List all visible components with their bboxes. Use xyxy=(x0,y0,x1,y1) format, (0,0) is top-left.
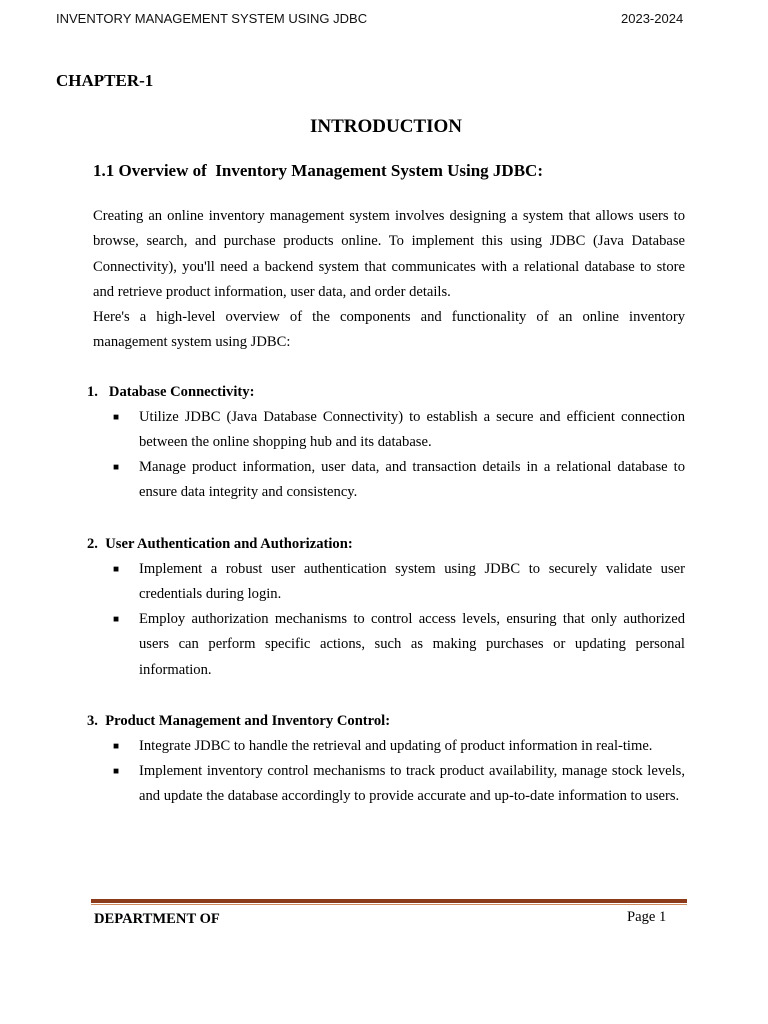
footer-divider-thin xyxy=(91,904,687,905)
square-bullet-icon: ■ xyxy=(113,412,120,423)
list-bullet-text: Integrate JDBC to handle the retrieval and updating of product information in real-time. xyxy=(139,738,653,754)
list-item-heading xyxy=(87,384,254,401)
list-bullet-text: Implement a robust user authentication system using JDBC to securely validate user credentials during login. xyxy=(139,561,685,603)
list-item-title: Product Management and Inventory Control: xyxy=(105,713,391,729)
list-item-heading xyxy=(87,536,353,553)
square-bullet-icon: ■ xyxy=(113,462,120,473)
square-bullet-icon: ■ xyxy=(113,564,120,575)
list-bullet-text: Manage product information, user data, and transaction details in a relational database to ensure data integrity and consistency. xyxy=(139,459,685,501)
square-bullet-icon: ■ xyxy=(113,741,120,752)
running-header-title: INVENTORY MANAGEMENT SYSTEM USING JDBC xyxy=(56,11,368,26)
list-bullet-text: Implement inventory control mechanisms to track product availability, manage stock levels, and update the database accordingly to provide accurate and up-to-date information to users. xyxy=(139,763,685,805)
list-item-title: Database Connectivity: xyxy=(108,384,255,400)
intro-paragraph: Creating an online inventory management system involves designing a system that allows users to browse, search, and purchase products online. To implement this using JDBC (Java Database Connectivity), you'll need a backend system that communicates with a relational database to store and retrieve product information, user data, and order details. xyxy=(93,208,685,301)
chapter-label: CHAPTER-1 xyxy=(56,71,154,90)
section-heading: 1.1 Overview of Inventory Management System Using JDBC: xyxy=(93,161,543,180)
list-item-heading xyxy=(87,713,390,730)
list-item-title: User Authentication and Authorization: xyxy=(105,536,353,552)
overview-paragraph: Here's a high-level overview of the components and functionality of an online inventory management system using JDBC: xyxy=(93,309,685,351)
footer-divider xyxy=(91,899,687,903)
square-bullet-icon: ■ xyxy=(113,614,120,625)
list-item-number: 2. xyxy=(87,536,98,552)
list-bullet-text: Employ authorization mechanisms to control access levels, ensuring that only authorized users can perform specific actions, such as making purchases or updating personal information. xyxy=(139,611,685,678)
list-item-number: 1. xyxy=(87,384,98,400)
page-title: INTRODUCTION xyxy=(309,116,463,137)
footer-department: DEPARTMENT OF xyxy=(94,911,220,927)
square-bullet-icon: ■ xyxy=(113,766,120,777)
list-item-number: 3. xyxy=(87,713,98,729)
running-header-year: 2023-2024 xyxy=(621,11,684,26)
page-number: Page 1 xyxy=(627,909,667,925)
list-bullet-text: Utilize JDBC (Java Database Connectivity) to establish a secure and efficient connection between the online shopping hub and its database. xyxy=(139,409,685,451)
